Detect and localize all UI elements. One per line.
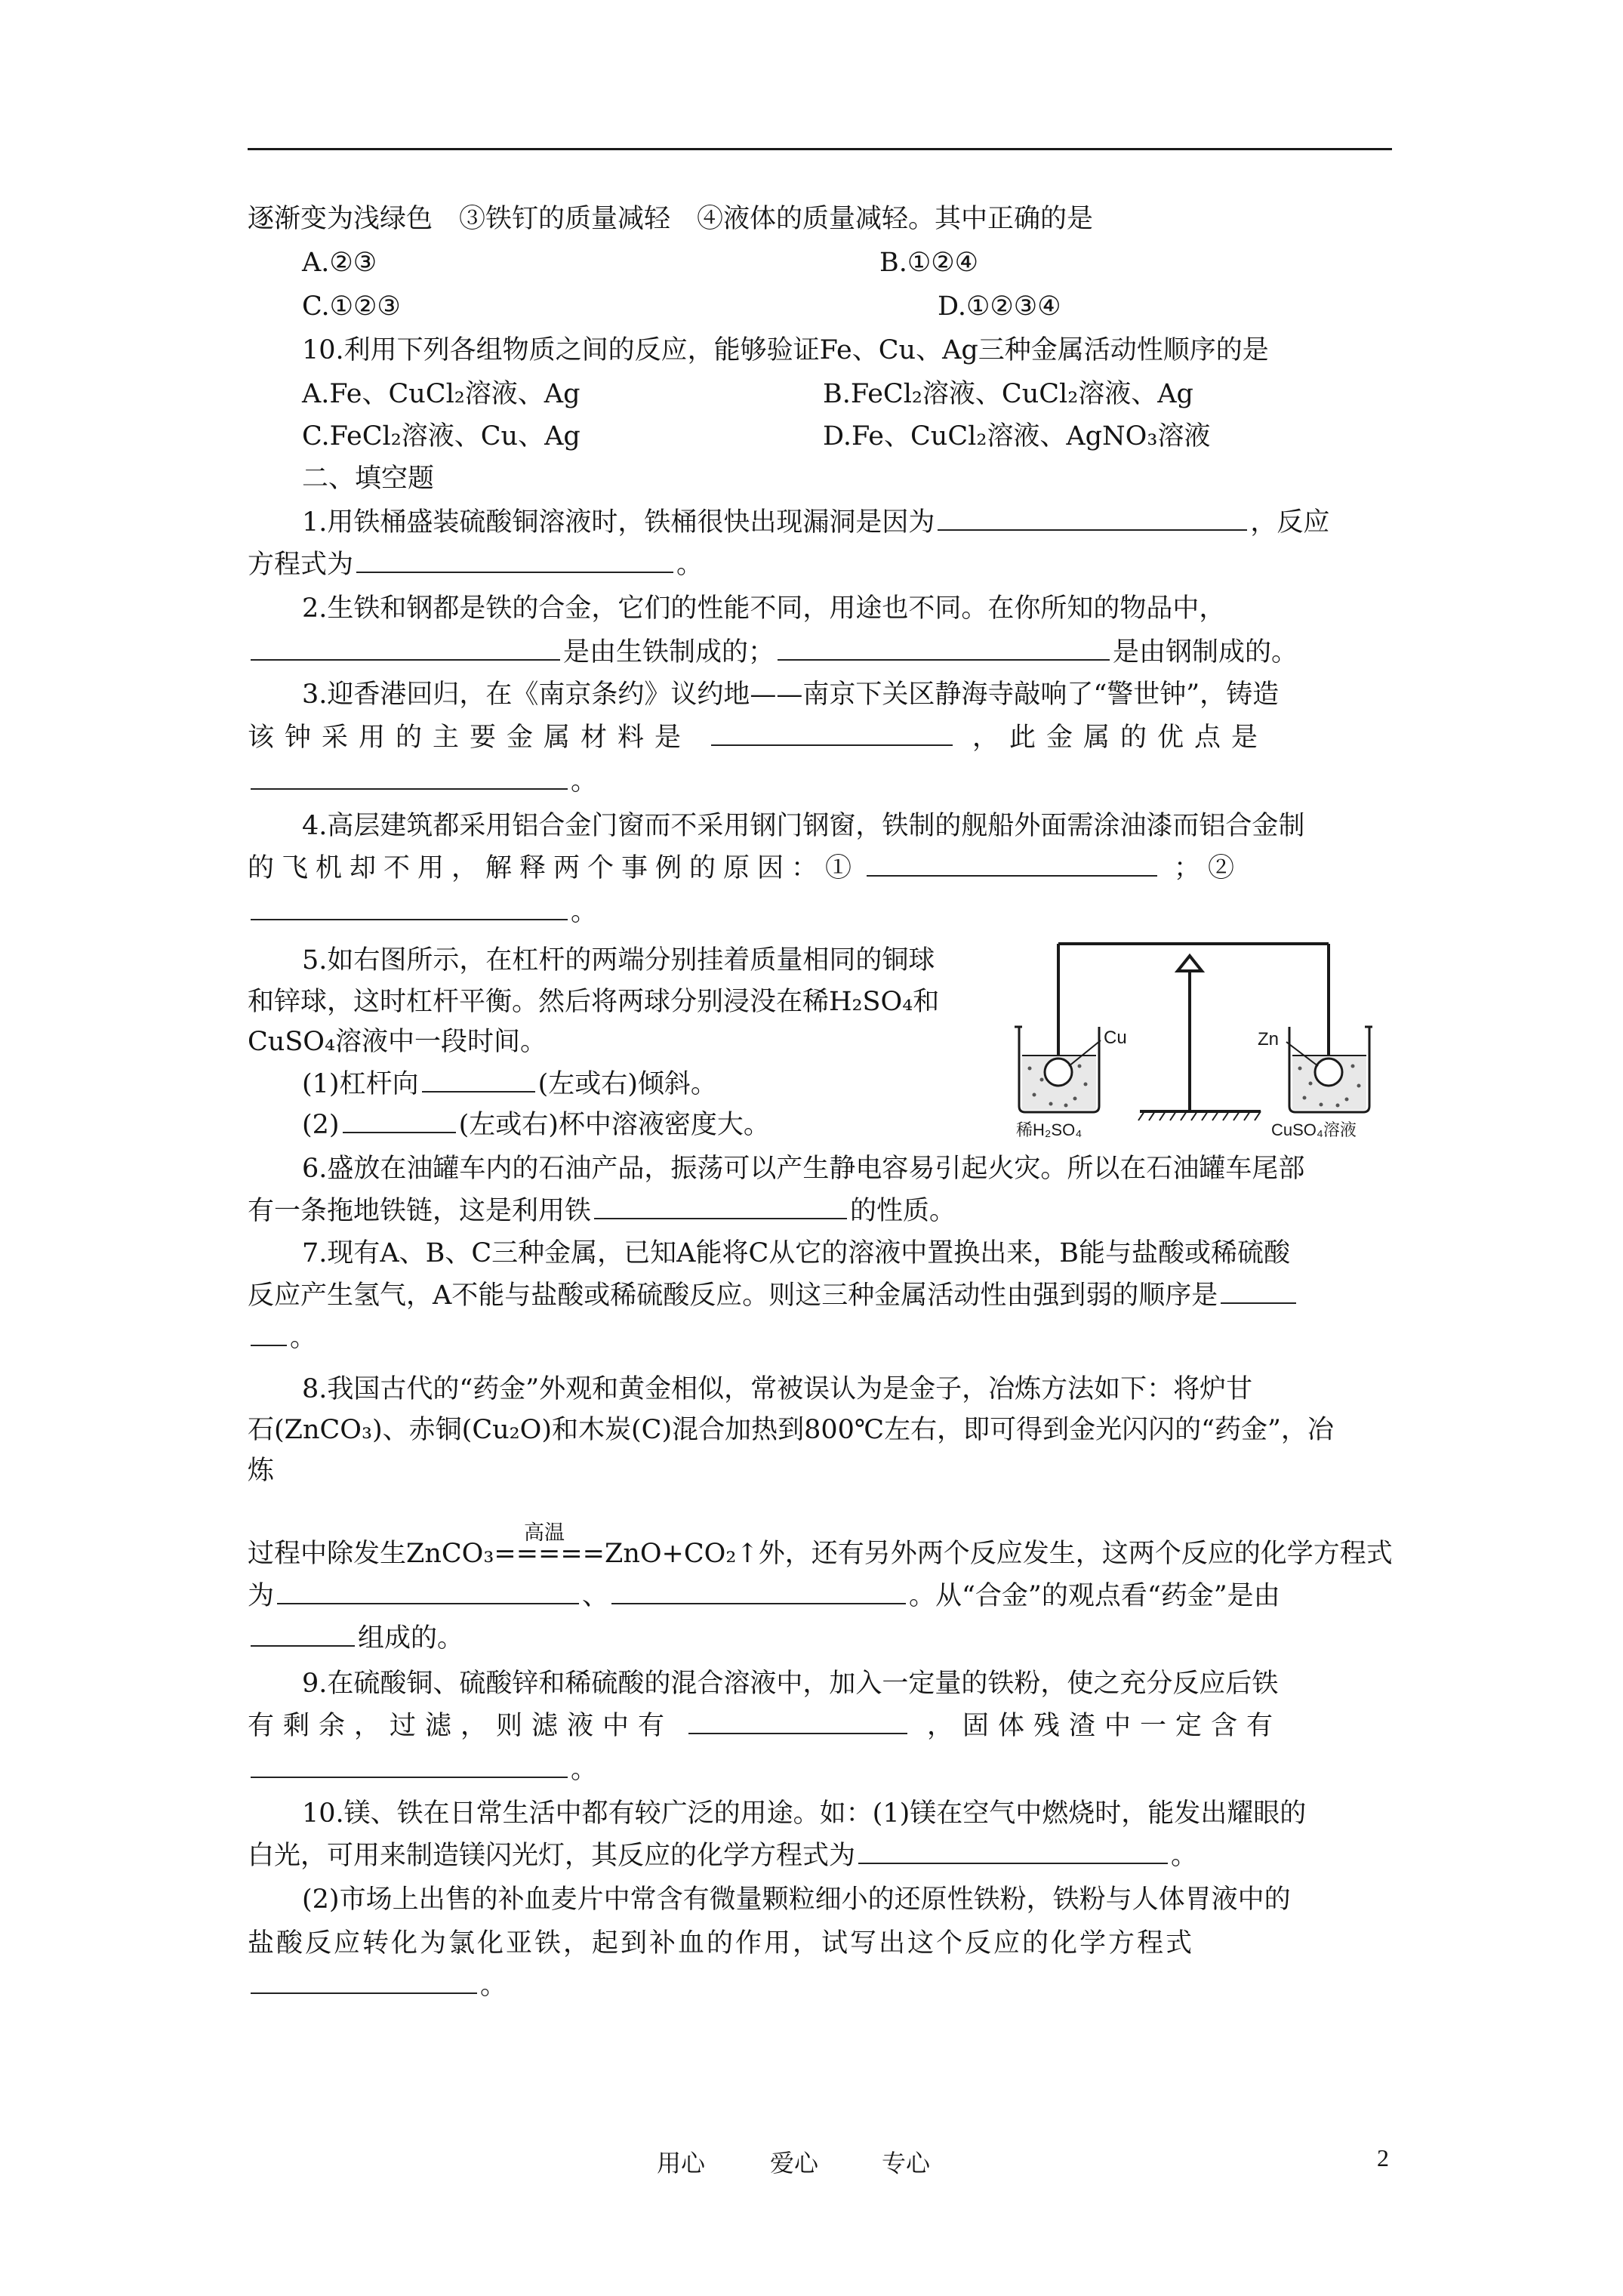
fulcrum-pivot [1178, 956, 1202, 971]
answer-blank[interactable] [711, 744, 953, 746]
answer-blank[interactable] [251, 1344, 287, 1346]
answer-blank[interactable] [778, 658, 1110, 661]
fill-q7-line3: 。 [248, 1321, 316, 1354]
right-beaker [1289, 1027, 1372, 1112]
fill-q5-line3: CuSO₄溶液中一段时间。 [248, 1027, 547, 1057]
fill-q5-line4: (1)杠杆向 (左或右)倾斜。 [302, 1069, 717, 1099]
q9-option-c: C.①②③ [302, 291, 401, 322]
fill-q5-line1: 5.如右图所示，在杠杆的两端分别挂着质量相同的铜球 [302, 945, 935, 975]
q9-option-a: A.②③ [302, 248, 377, 278]
label-copper-sulfate: CuSO₄溶液 [1271, 1120, 1357, 1139]
q9-tail: 逐渐变为浅绿色 ③铁钉的质量减轻 ④液体的质量减轻。其中正确的是 [248, 204, 1094, 234]
footer-left: 用心 [657, 2149, 706, 2177]
fill-q9-line2: 有剩余，过滤，则滤液中有 ，固体残渣中一定含有 [248, 1711, 1283, 1741]
answer-blank[interactable] [251, 787, 568, 790]
answer-blank[interactable] [938, 529, 1247, 531]
lever-beaker-diagram [1012, 936, 1404, 1140]
fill-q3-line3: 。 [248, 765, 597, 798]
q9-option-b: B.①②④ [879, 248, 978, 278]
fill-q8-line5: 为 、 。从“合金”的观点看“药金”是由 [248, 1581, 1280, 1611]
answer-blank[interactable] [251, 1644, 355, 1647]
footer-mid: 爱心 [770, 2149, 819, 2177]
q10-option-b: B.FeCl₂溶液、CuCl₂溶液、Ag [823, 379, 1193, 409]
section-title: 二、填空题 [302, 464, 435, 494]
fill-q8-line3: 炼 [248, 1456, 275, 1486]
footer-right: 专心 [882, 2149, 931, 2177]
header-rule [248, 148, 1392, 150]
fill-q1-line1: 1.用铁桶盛装硫酸铜溶液时，铁桶很快出现漏洞是因为 ，反应 [302, 507, 1330, 538]
fill-q10-line1: 10.镁、铁在日常生活中都有较广泛的用途。如：(1)镁在空气中燃烧时，能发出耀眼的 [302, 1798, 1307, 1829]
fill-q10-line5: 。 [248, 1969, 507, 2002]
fill-q3-line1: 3.迎香港回归，在《南京条约》议约地——南京下关区静海寺敲响了“警世钟”，铸造 [302, 680, 1280, 710]
reaction-condition: 高温 [524, 1521, 565, 1545]
fill-q9-line3: 。 [248, 1753, 597, 1786]
answer-blank[interactable] [422, 1090, 535, 1093]
q10-option-a: A.Fe、CuCl₂溶液、Ag [302, 379, 581, 409]
fill-q8-line1: 8.我国古代的“药金”外观和黄金相似，常被误认为是金子，冶炼方法如下：将炉甘 [302, 1374, 1253, 1404]
fill-q5-line2: 和锌球，这时杠杆平衡。然后将两球分别浸没在稀H₂SO₄和 [248, 987, 940, 1017]
answer-blank[interactable] [251, 1992, 477, 1994]
page-number: 2 [1377, 2144, 1389, 2171]
answer-blank[interactable] [343, 1131, 456, 1133]
fill-q3-line2: 该钟采用的主要金属材料是 ，此金属的优点是 [248, 723, 1269, 753]
answer-blank[interactable] [277, 1602, 579, 1604]
fill-q6-line2: 有一条拖地铁链，这是利用铁 的性质。 [248, 1196, 956, 1226]
fill-q1-line2: 方程式为 。 [248, 550, 704, 580]
fill-q4-line3: 。 [248, 895, 597, 929]
answer-blank[interactable] [688, 1732, 907, 1734]
answer-blank[interactable] [611, 1602, 906, 1604]
label-zn: Zn [1258, 1029, 1280, 1049]
fill-q10-line2: 白光，可用来制造镁闪光灯，其反应的化学方程式为 。 [248, 1841, 1198, 1871]
fill-q2-line1: 2.生铁和钢都是铁的合金，它们的性能不同，用途也不同。在你所知的物品中， [302, 593, 1226, 624]
label-cu: Cu [1104, 1028, 1127, 1048]
fill-q10-line4: 盐酸反应转化为氯化亚铁，起到补血的作用，试写出这个反应的化学方程式 [248, 1928, 1195, 1959]
q10-stem: 10.利用下列各组物质之间的反应，能够验证Fe、Cu、Ag三种金属活动性顺序的是 [302, 335, 1269, 365]
fill-q8-line6: 组成的。 [248, 1622, 463, 1655]
answer-blank[interactable] [356, 571, 673, 573]
fill-q9-line1: 9.在硫酸铜、硫酸锌和稀硫酸的混合溶液中，加入一定量的铁粉，使之充分反应后铁 [302, 1669, 1279, 1699]
answer-blank[interactable] [251, 918, 568, 920]
answer-blank[interactable] [251, 658, 560, 661]
fill-q5-line5: (2) (左或右)杯中溶液密度大。 [302, 1110, 770, 1140]
fill-q10-line3: (2)市场上出售的补血麦片中常含有微量颗粒细小的还原性铁粉，铁粉与人体胃液中的 [302, 1885, 1291, 1915]
answer-blank[interactable] [858, 1862, 1168, 1864]
fill-q4-line2: 的飞机却不用，解释两个事例的原因：① ；② [248, 853, 1243, 883]
q10-option-c: C.FeCl₂溶液、Cu、Ag [302, 421, 581, 451]
fill-q2-line2: 是由生铁制成的； 是由钢制成的。 [248, 636, 1298, 669]
answer-blank[interactable] [251, 1776, 568, 1778]
zinc-ball [1315, 1059, 1342, 1086]
fill-q6-line1: 6.盛放在油罐车内的石油产品，振荡可以产生静电容易引起火灾。所以在石油罐车尾部 [302, 1154, 1305, 1184]
fill-q8-line4: 过程中除发生ZnCO₃=====ZnO+CO₂↑外，还有另外两个反应发生，这两个反应的化学方程式 [248, 1539, 1393, 1569]
q10-option-d: D.Fe、CuCl₂溶液、AgNO₃溶液 [823, 421, 1211, 451]
fill-q7-line1: 7.现有A、B、C三种金属，已知A能将C从它的溶液中置换出来，B能与盐酸或稀硫酸 [302, 1238, 1290, 1268]
q9-option-d: D.①②③④ [938, 291, 1061, 322]
fill-q8-line2: 石(ZnCO₃)、赤铜(Cu₂O)和木炭(C)混合加热到800℃左右，即可得到金光闪闪的“药金”，冶 [248, 1415, 1334, 1445]
answer-blank[interactable] [594, 1217, 847, 1219]
answer-blank[interactable] [867, 874, 1157, 877]
answer-blank[interactable] [1221, 1302, 1296, 1304]
fill-q7-line2: 反应产生氢气，A不能与盐酸或稀硫酸反应。则这三种金属活动性由强到弱的顺序是 [248, 1279, 1299, 1312]
label-dilute-sulfuric: 稀H₂SO₄ [1016, 1120, 1083, 1139]
copper-ball [1045, 1059, 1072, 1086]
fill-q4-line1: 4.高层建筑都采用铝合金门窗而不采用钢门钢窗，铁制的舰船外面需涂油漆而铝合金制 [302, 811, 1305, 841]
